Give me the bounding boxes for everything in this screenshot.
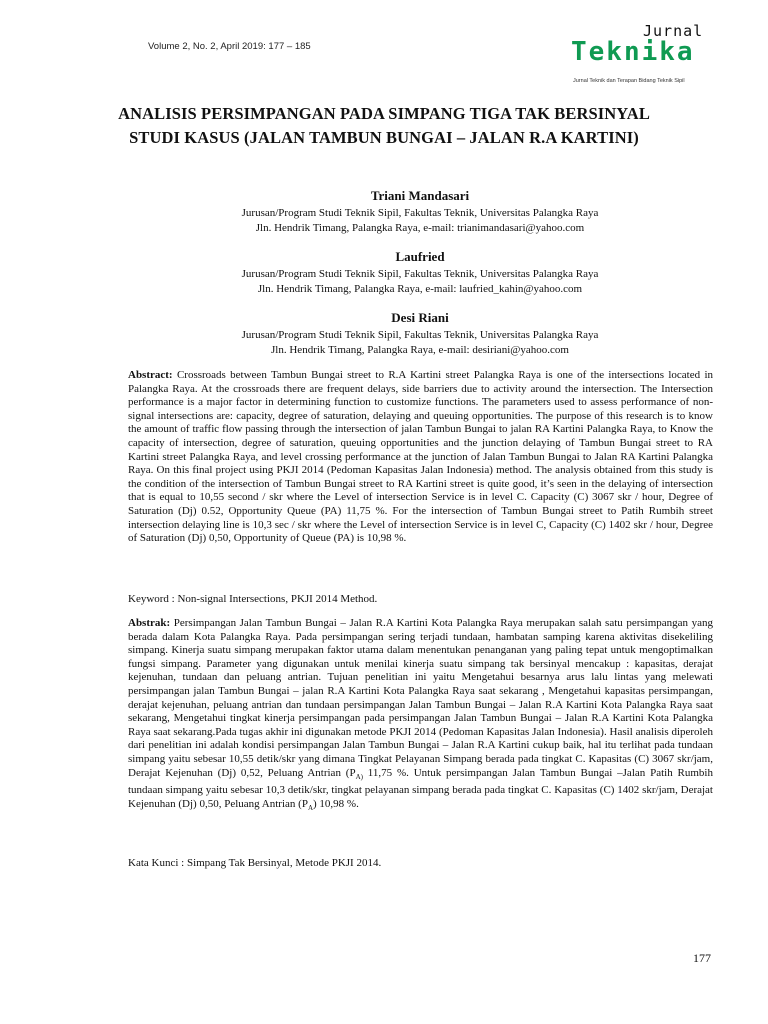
abstrak-label: Abstrak: [128, 617, 171, 629]
logo-jurnal-text: Jurnal [643, 22, 704, 40]
author-address: Jln. Hendrik Timang, Palangka Raya, e-mail: trianimandasari@yahoo.com [255, 222, 585, 234]
author-affiliation: Jurusan/Program Studi Teknik Sipil, Fakultas Teknik, Universitas Palangka Raya [241, 207, 599, 219]
abstrak-text-part1: Persimpangan Jalan Tambun Bungai – Jalan R.A Kartini Kota Palangka Raya merupakan salah satu persimpangan yang berada dalam Kota Palangka Raya. Pada persimpangan sering terjadi tundaan, hambatan samping karena aktivitas disekeliling simpang. Kinerja suatu simpang merupakan faktor utama dalam menentukan penanganan yang paling tepat untuk mengoptimalkan fungsi simpang. Parameter yang digunakan untuk menilai kinerja suatu simpang tak bersinyal mencakup : kapasitas, derajat kejenuhan, tundaan dan peluang antrian. Tujuan penelitian ini yaitu Mengetahui besarnya arus lalu lintas yang melewati persimpangan jalan Tambun Bungai – jalan R.A Kartini Kota Palangka Raya saat sekarang , Mengetahui kapasitas persimpangan, derajat kejenuhan, peluang antrian dan tundaan persimpangan Jalan Tambun Bungai – Jalan R.A Kartini Kota Palangka Raya saat sekarang, Mengetahui tingkat kinerja persimpangan pada persimpangan Jalan Tambun Bungai – Jalan R.A Kartini Kota Palangka Raya saat sekarang.Pada tugas akhir ini digunakan metode PKJI 2014 (Pedoman Kapasitas Jalan Indonesia). Hasil analisis diperoleh dari penelitian ini adalah kondisi persimpangan Jalan Tambun Bungai – Jalan R.A Kartini cukup baik, hal itu terlihat pada tundaan simpang yaitu sebesar 10,55 detik/skr yang dimana Tingkat Pelayanan Simpang berada pada tingkat C. Kapasitas (C) 3067 skr/jam, Derajat Kejenuhan (Dj) 0,52, Peluang Antrian (P [128, 617, 713, 779]
author-name: Desi Riani [391, 310, 449, 325]
author-affiliation: Jurusan/Program Studi Teknik Sipil, Fakultas Teknik, Universitas Palangka Raya [241, 268, 599, 280]
logo-tagline: Jurnal Teknik dan Terapan Bidang Teknik Sipil [573, 78, 685, 84]
abstrak-text-part2: 11,75 %. Untuk persimpangan Jalan Tambun Bungai –Jalan Patih Rumbih tundaan simpang yaitu sebesar 10,3 detik/skr, tingkat pelayanan simpang berada pada tingkat C. Kapasitas (C) 1402 skr/jam, Derajat Kejenuhan (Dj) 0,50, Peluang Antrian (P [128, 766, 713, 810]
abstract-indonesian [128, 617, 713, 816]
abstrak-subscript: A [307, 804, 313, 813]
author-address: Jln. Hendrik Timang, Palangka Raya, e-mail: laufried_kahin@yahoo.com [257, 283, 583, 295]
abstract-text: Crossroads between Tambun Bungai street to R.A Kartini street Palangka Raya is one of the intersections located in Palangka Raya. At the crossroads there are frequent delays, side barriers due to activity around the intersection. The Intersection performance is a major factor in determining function to customize functions. The parameters used to assess performance of non-signal intersections are: capacity, degree of saturation, delaying and queuing opportunities. The purpose of this research is to know the amount of traffic flow passing through the intersection of jalan Tambun Bungai to jalan RA Kartini Palangka Raya, to Know the capacity of intersection, degree of saturation, queuing opportunities and the junction delaying of Tambun Bungai street to RA Kartini street Palangka Raya, and level crossing performance at the junction of Jalan Tambun Bungai to Jalan RA Kartini Palangka Raya. On this final project using PKJI 2014 (Pedoman Kapasitas Jalan Indonesia) method. The analysis obtained from this study is the condition of the intersection of Tambun Bungai street to RA Kartini street is quite good, it’s seen in the delaying of intersection that is equal to 10,55 second / skr where the Level of intersection Service is in level C. Capacity (C) 3067 skr / hour, Degree of Saturation (Dj) 0.52, Opportunity Queue (PA) 11,75 %. For the intersection of Tambun Bungai street to Patih Rumbih street intersection delaying line is 10,3 sec / skr where the Level of intersection Service is in level C, Capacity (C) 1402 skr / hour, Degree of Saturation (Dj) 0,50, Opportunity of Queue (PA) is 10,98 %. [128, 369, 714, 545]
paper-title: ANALISIS PERSIMPANGAN PADA SIMPANG TIGA TAK BERSINYAL STUDI KASUS (JALAN TAMBUN BUNGAI – JALAN R.A KARTINI) [118, 104, 650, 147]
author-block-2 [100, 249, 740, 297]
author-name: Triani Mandasari [370, 188, 470, 203]
keywords-english: Keyword : Non-signal Intersections, PKJI 2014 Method. [128, 593, 378, 605]
author-address: Jln. Hendrik Timang, Palangka Raya, e-mail: desiriani@yahoo.com [271, 344, 569, 356]
author-block-1 [100, 188, 740, 236]
abstract-label: Abstract: [128, 369, 173, 381]
keywords-indonesian: Kata Kunci : Simpang Tak Bersinyal, Metode PKJI 2014. [128, 857, 382, 869]
abstract-english [128, 369, 713, 546]
author-block-3 [100, 310, 740, 358]
page-number: 177 [693, 951, 711, 965]
author-affiliation: Jurusan/Program Studi Teknik Sipil, Fakultas Teknik, Universitas Palangka Raya [241, 329, 599, 341]
journal-volume-line: Volume 2, No. 2, April 2019: 177 – 185 [148, 41, 311, 52]
author-name: Laufried [395, 249, 445, 264]
abstrak-text-part3: ) 10,98 %. [313, 797, 359, 810]
abstrak-subscript: A) [355, 772, 363, 781]
journal-logo [565, 22, 715, 94]
logo-teknika-text: Teknika [571, 37, 695, 67]
